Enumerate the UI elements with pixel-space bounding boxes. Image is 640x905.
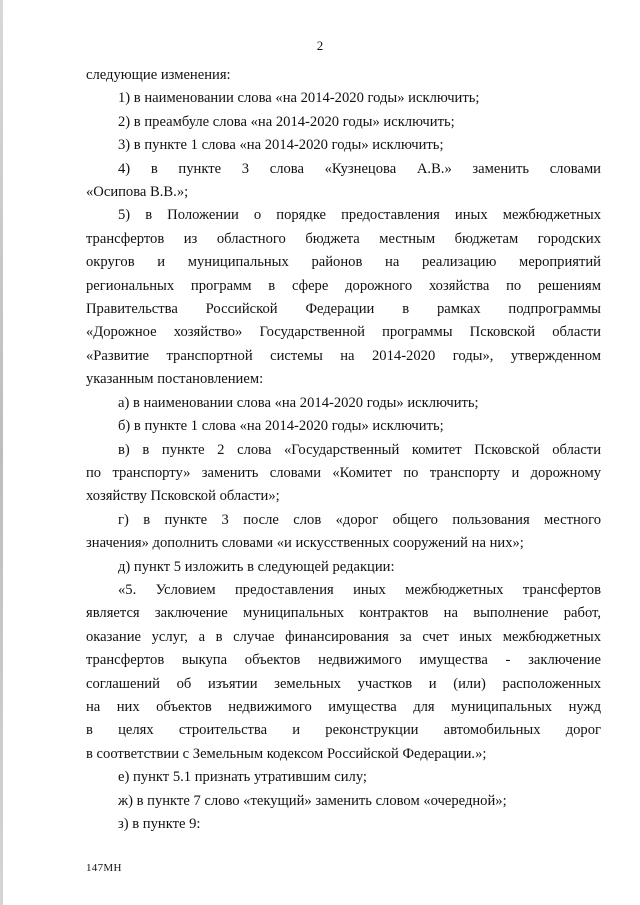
text-line: 2) в преамбуле слова «на 2014-2020 годы» исключить; bbox=[118, 113, 455, 130]
text-line: 3) в пункте 1 слова «на 2014-2020 годы» исключить; bbox=[118, 137, 444, 154]
scan-edge-shadow bbox=[0, 0, 3, 905]
text-line: «Дорожное хозяйство» Государственной программы Псковской области bbox=[86, 324, 601, 341]
text-line: округов и муниципальных районов на реализацию мероприятий bbox=[86, 254, 601, 271]
text-line: «Осипова В.В.»; bbox=[86, 184, 189, 201]
text-line: соглашений об изъятии земельных участков и (или) расположенных bbox=[86, 675, 601, 692]
document-body bbox=[86, 64, 601, 836]
text-line: на них объектов недвижимого имущества для муниципальных нужд bbox=[86, 698, 601, 715]
text-line: «Развитие транспортной системы на 2014-2020 годы», утвержденном bbox=[86, 347, 601, 364]
text-line: ж) в пункте 7 слово «текущий» заменить словом «очередной»; bbox=[118, 792, 507, 809]
text-line: б) в пункте 1 слова «на 2014-2020 годы» исключить; bbox=[118, 418, 444, 435]
text-line: оказание услуг, а в случае финансирования за счет иных межбюджетных bbox=[86, 628, 601, 645]
text-line: в соответствии с Земельным кодексом Российской Федерации.»; bbox=[86, 745, 487, 762]
text-line: 1) в наименовании слова «на 2014-2020 годы» исключить; bbox=[118, 90, 480, 107]
text-line: г) в пункте 3 после слов «дорог общего пользования местного bbox=[118, 511, 601, 528]
text-line: следующие изменения: bbox=[86, 67, 231, 83]
text-line: «5. Условием предоставления иных межбюджетных трансфертов bbox=[118, 581, 601, 598]
text-line: трансфертов выкупа объектов недвижимого имущества - заключение bbox=[86, 652, 601, 669]
text-line: трансфертов из областного бюджета местным бюджетам городских bbox=[86, 230, 601, 247]
text-line: 4) в пункте 3 слова «Кузнецова А.В.» заменить словами bbox=[118, 160, 601, 177]
text-line: Правительства Российской Федерации в рамках подпрограммы bbox=[86, 301, 601, 318]
document-footer-code: 147МН bbox=[86, 862, 122, 874]
text-line: хозяйству Псковской области»; bbox=[86, 488, 280, 505]
text-line: является заключение муниципальных контрактов на выполнение работ, bbox=[86, 605, 601, 622]
text-line: региональных программ в сфере дорожного хозяйства по решениям bbox=[86, 277, 601, 294]
text-line: а) в наименовании слова «на 2014-2020 годы» исключить; bbox=[118, 394, 479, 411]
text-line: указанным постановлением: bbox=[86, 371, 264, 388]
text-line: 5) в Положении о порядке предоставления иных межбюджетных bbox=[118, 207, 601, 224]
text-line: в) в пункте 2 слова «Государственный комитет Псковской области bbox=[118, 441, 601, 458]
text-line: з) в пункте 9: bbox=[118, 816, 201, 832]
text-line: в целях строительства и реконструкции автомобильных дорог bbox=[86, 722, 601, 739]
page-number: 2 bbox=[316, 38, 324, 53]
text-line: д) пункт 5 изложить в следующей редакции: bbox=[118, 558, 395, 575]
text-line: по транспорту» заменить словами «Комитет по транспорту и дорожному bbox=[86, 464, 601, 481]
text-line: значения» дополнить словами «и искусственных сооружений на них»; bbox=[86, 535, 524, 552]
text-line: е) пункт 5.1 признать утратившим силу; bbox=[118, 769, 367, 786]
